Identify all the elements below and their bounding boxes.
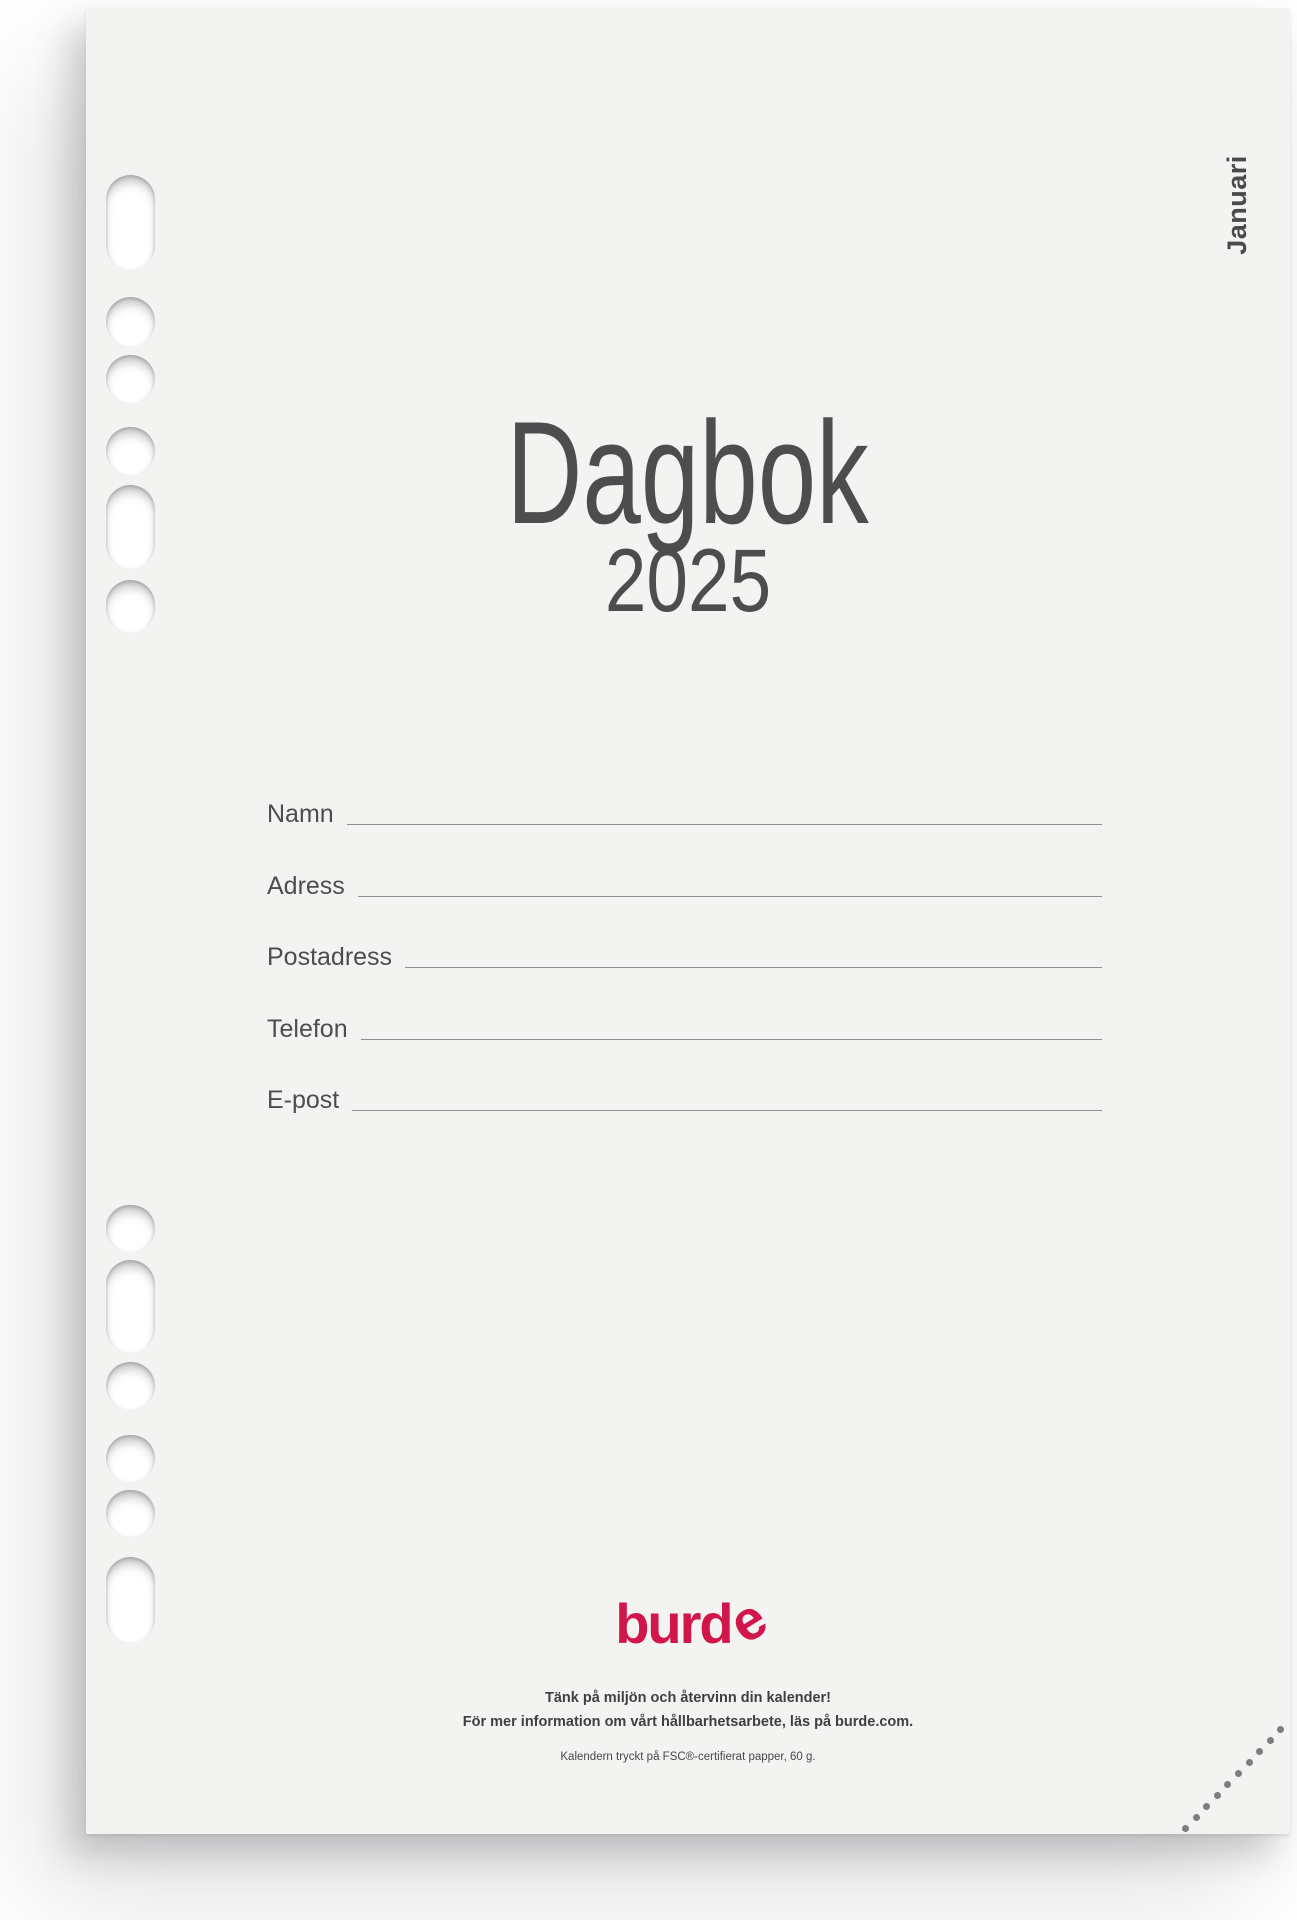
field-label-adress: Adress	[267, 872, 345, 900]
burde-logo-rotated-e: e	[717, 1586, 776, 1656]
footer-paper-line: Kalendern tryckt på FSC®-certifierat papper, 60 g.	[560, 1751, 816, 1763]
footer-info-line: För mer information om vårt hållbarhetsarbete, läs på burde.com.	[462, 1714, 914, 1730]
page-title-text: Dagbok	[506, 391, 870, 554]
field-row-postadress	[267, 942, 1102, 973]
field-writing-line	[361, 1039, 1102, 1040]
page-title	[86, 391, 1290, 554]
perforation-dot	[1193, 1814, 1200, 1821]
field-label-postadress: Postadress	[267, 943, 393, 971]
perforation-dot	[1224, 1781, 1231, 1788]
field-row-epost	[267, 1085, 1102, 1116]
perforation-dot	[1203, 1803, 1210, 1810]
field-writing-line	[347, 824, 1102, 825]
footer-sustainability-text	[86, 1686, 1290, 1734]
field-row-telefon	[267, 1014, 1102, 1045]
field-writing-line	[405, 967, 1102, 968]
field-label-telefon: Telefon	[267, 1015, 348, 1043]
field-writing-line	[358, 896, 1102, 897]
perforation-dot	[1267, 1737, 1274, 1744]
calendar-refill-page	[86, 8, 1290, 1834]
field-row-namn	[267, 799, 1102, 830]
field-writing-line	[352, 1110, 1102, 1111]
burde-logo	[86, 1586, 1290, 1656]
perforation-dot	[1235, 1770, 1242, 1777]
footer-recycle-line: Tänk på miljön och återvinn din kalender!	[544, 1690, 832, 1706]
month-label: Januari	[1222, 155, 1252, 255]
punch-hole-oblong	[106, 1260, 155, 1353]
perforation-dot	[1214, 1792, 1221, 1799]
year-text: 2025	[604, 530, 772, 630]
punch-hole-round	[106, 1435, 155, 1482]
burde-logo-text: burd	[615, 1592, 732, 1655]
punch-hole-round	[106, 1490, 155, 1537]
punch-hole-round	[106, 1362, 155, 1410]
perforation-dot	[1182, 1825, 1189, 1832]
punch-hole-round	[106, 297, 155, 347]
field-label-namn: Namn	[267, 800, 334, 828]
punch-hole-round	[106, 355, 155, 403]
field-label-epost: E-post	[267, 1086, 340, 1114]
field-row-adress	[267, 871, 1102, 902]
year-label	[86, 530, 1290, 630]
punch-hole-oblong	[106, 175, 155, 270]
perforation-dot	[1246, 1759, 1253, 1766]
punch-hole-round	[106, 1205, 155, 1252]
